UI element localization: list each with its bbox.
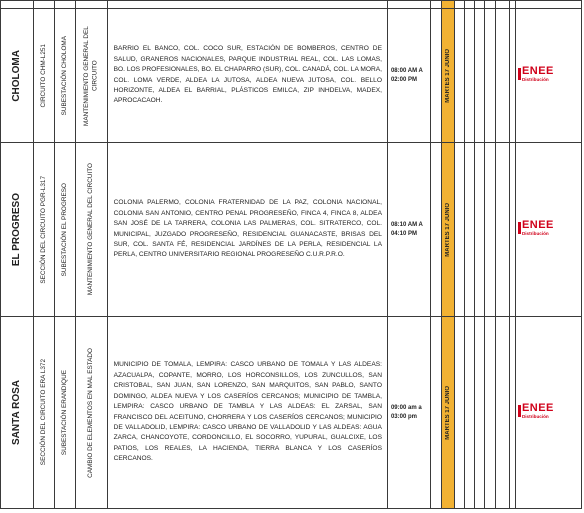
enee-logo bbox=[518, 403, 554, 420]
circuit-name: CIRCUITO CHM-L251 bbox=[40, 43, 48, 108]
logo-name: ENEE bbox=[521, 218, 554, 231]
blank-cell bbox=[430, 317, 441, 509]
city-cell bbox=[1, 9, 34, 143]
date-label: MARTES 17 JUNIO bbox=[444, 385, 451, 440]
time-start: 08:00 AM A bbox=[390, 68, 423, 75]
logo-name: ENEE bbox=[521, 64, 554, 77]
schedule-row bbox=[1, 143, 582, 317]
blank-cell bbox=[465, 9, 475, 143]
blank-cell bbox=[485, 143, 495, 317]
circuit-cell bbox=[33, 143, 54, 317]
circuit-name: SECCIÓN DEL CIRCUITO PGR-L317 bbox=[40, 175, 48, 284]
blank-cell bbox=[485, 317, 495, 509]
work-description: CAMBIO DE ELEMENTOS EN MAL ESTADO bbox=[87, 347, 95, 478]
blank-cell bbox=[430, 9, 441, 143]
logo-cell bbox=[515, 143, 581, 317]
blank-cell bbox=[455, 317, 465, 509]
affected-areas: MUNICIPIO DE TOMALA, LEMPIRA: CASCO URBANO DE TOMALA Y LAS ALDEAS: AZACUALPA, COPANTE, MORRO, LOS HORCONSILLOS, LOS ZUNCULLOS, SAN CRISTOBAL, SAN JUAN, SAN LORENZO, SAN MARQUITOS, SAN PABLO, SANTO DOMINGO, ALDEA NUEVA Y LOS CASERÍOS CERCANOS; MUNICIPIO DE TAMBLA, LEMPIRA: CASCO URBANO DE TAMBLA Y LAS ALDEAS: EL ZARSAL, SAN FRANCISCO DEL ACEITUNO, CHORRERA Y LOS CASERÍOS CERCANOS; MUNICIPIO DE VALLADOLID, LEMPIRA: CASCO URBANO DE VALLADOLID Y LAS ALDEAS: AGUA ZARCA, CHANCOYOTE, CORDONCILLO, EL SOCORRO, YUPURAL, GUALCIXE, LOS PATIOS, LOS REALES, LA HACIENDA, TIERRA BLANCA Y LOS CASERÍOS CERCANOS. bbox=[107, 317, 387, 509]
blank-cell bbox=[475, 143, 485, 317]
substation-name: SUBESTACIÓN CHOLOMA bbox=[61, 35, 69, 116]
blank-cell bbox=[465, 143, 475, 317]
blank-cell bbox=[495, 143, 509, 317]
blank-cell bbox=[465, 317, 475, 509]
substation-cell bbox=[54, 317, 75, 509]
affected-areas: COLONIA PALERMO, COLONIA FRATERNIDAD DE LA PAZ, COLONIA NACIONAL, COLONIA SAN ANTONIO, CENTRO PENAL PROGRESEÑO, FINCA 4, FINCA 8, ALDEA SAN JOSÉ DE LA TARRERA, COLONIA LAS PALMERAS, COL. SITRATERCO, COL. MUNICIPAL, JUZGADO PROGRESEÑO, RESIDENCIAL GUANACASTE, BRISAS DEL SUR, COL. SANTA FÉ, RESIDENCIAL JARDÍNES DE LA PERLA, RESIDENCIAL LA PERLA, CENTRO UNIVERSITARIO REGIONAL PROGRESEÑO C.U.R.P.R.O. bbox=[107, 143, 387, 317]
logo-subtitle: Distribución bbox=[521, 76, 549, 82]
circuit-cell bbox=[33, 9, 54, 143]
enee-logo bbox=[518, 66, 554, 83]
work-description: MANTENIMIENTO GENERAL DEL CIRCUITO bbox=[83, 25, 99, 126]
city-name: SANTA ROSA bbox=[11, 380, 23, 445]
work-cell bbox=[76, 143, 107, 317]
substation-cell bbox=[54, 143, 75, 317]
logo-cell bbox=[515, 9, 581, 143]
city-name: CHOLOMA bbox=[11, 49, 23, 102]
blank-cell bbox=[485, 9, 495, 143]
date-cell bbox=[441, 9, 454, 143]
date-label: MARTES 17 JUNIO bbox=[444, 202, 451, 257]
work-description: MANTENIMIENTO GENERAL DEL CIRCUITO bbox=[87, 163, 95, 296]
header-strip-row bbox=[1, 1, 582, 9]
city-cell bbox=[1, 143, 34, 317]
city-cell bbox=[1, 317, 34, 509]
affected-areas: BARRIO EL BANCO, COL. COCO SUR, ESTACIÓN DE BOMBEROS, CENTRO DE SALUD, GRANEROS NACIONALES, PARQUE INDUSTRIAL REAL, COL. LAS LOMAS, BO. LOS PROFESIONALES, BO. EL CHAPARRO (SUR), COL. CANADÁ, COL. LA MORA, COL. LOMA VERDE, ALDEA LA JUTOSA, ALDEA NUEVA JUTOSA, COL. BELLO HORIZONTE, ALDEA EL BARRIAL, PLÁSTICOS EMILCA, ZIP INHDELVA, MADEX, APROCACAOH. bbox=[107, 9, 387, 143]
substation-name: SUBESTACIÓN ERANDIQUE bbox=[61, 369, 69, 456]
circuit-cell bbox=[33, 317, 54, 509]
blank-cell bbox=[495, 317, 509, 509]
blank-cell bbox=[475, 9, 485, 143]
time-end: 03:00 pm bbox=[390, 413, 417, 420]
date-label: MARTES 17 JUNIO bbox=[444, 48, 451, 103]
time-cell bbox=[387, 317, 430, 509]
time-start: 09:00 am a bbox=[390, 405, 422, 412]
work-cell bbox=[76, 9, 107, 143]
blank-cell bbox=[455, 9, 465, 143]
schedule-row bbox=[1, 9, 582, 143]
substation-cell bbox=[54, 9, 75, 143]
work-cell bbox=[76, 317, 107, 509]
logo-subtitle: Distribución bbox=[521, 413, 549, 419]
circuit-name: SECCIÓN DEL CIRCUITO ERA L372 bbox=[40, 359, 48, 466]
time-cell bbox=[387, 143, 430, 317]
time-end: 02:00 PM bbox=[390, 76, 417, 83]
logo-mark-icon bbox=[518, 68, 521, 80]
logo-name: ENEE bbox=[521, 401, 554, 414]
date-cell bbox=[441, 317, 454, 509]
logo-subtitle: Distribución bbox=[521, 230, 549, 236]
city-name: EL PROGRESO bbox=[11, 192, 23, 267]
time-cell bbox=[387, 9, 430, 143]
logo-mark-icon bbox=[518, 222, 521, 234]
blank-cell bbox=[430, 143, 441, 317]
blank-cell bbox=[495, 9, 509, 143]
blank-cell bbox=[475, 317, 485, 509]
schedule-row bbox=[1, 317, 582, 509]
enee-logo bbox=[518, 220, 554, 237]
time-start: 08:10 AM A bbox=[390, 222, 423, 229]
date-cell bbox=[441, 143, 454, 317]
logo-cell bbox=[515, 317, 581, 509]
time-end: 04:10 PM bbox=[390, 230, 417, 237]
substation-name: SUBESTACIÓN EL PROGRESO bbox=[61, 182, 69, 277]
logo-mark-icon bbox=[518, 405, 521, 417]
blank-cell bbox=[455, 143, 465, 317]
